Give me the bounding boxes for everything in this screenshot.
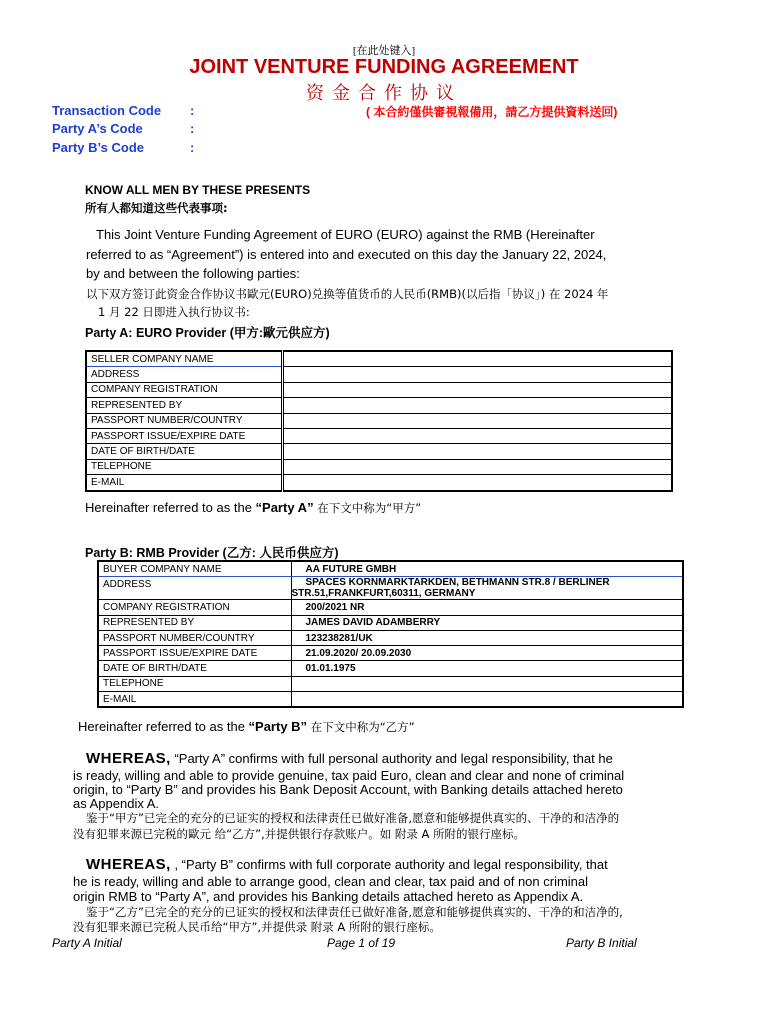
document-title-cn: 资金合作协议: [306, 83, 462, 104]
table-row: [86, 382, 672, 397]
field-value: [282, 367, 672, 382]
table-row: [86, 444, 672, 459]
field-label: ADDRESS: [86, 367, 282, 382]
party-b-reference-term: “Party B”: [248, 719, 308, 734]
party-b-reference-prefix: Hereinafter referred to as the: [78, 719, 249, 734]
whereas-2-head: WHEREAS,: [86, 856, 171, 873]
intro-line-3: by and between the following parties:: [86, 266, 300, 281]
field-value: JAMES DAVID ADAMBERRY: [291, 615, 683, 630]
party-a-code-label: Party A’s Code: [52, 121, 143, 136]
field-value: [291, 676, 683, 691]
table-row: [98, 600, 683, 615]
table-row: [86, 413, 672, 428]
field-label: ADDRESS: [98, 577, 291, 600]
field-label: COMPANY REGISTRATION: [98, 600, 291, 615]
whereas-1-line-2: is ready, willing and able to provide genuine, tax paid Euro, clean and clear and none of criminal: [73, 768, 625, 783]
footer-page-number: Page 1 of 19: [327, 936, 396, 950]
party-b-reference-cn: 在下文中称为“乙方”: [307, 720, 415, 734]
whereas-2-line-2: he is ready, willing and able to arrange good, clean and clear, tax paid and of non criminal: [73, 874, 589, 889]
party-b-code-label: Party B’s Code: [52, 140, 144, 155]
table-row: [98, 561, 683, 577]
party-b-code-colon: :: [190, 140, 195, 155]
footer-party-a-initial: Party A Initial: [52, 936, 122, 950]
table-row: [86, 351, 672, 367]
field-value: [282, 444, 672, 459]
whereas-2-line-1: [86, 856, 608, 873]
field-label: PASSPORT NUMBER/COUNTRY: [86, 413, 282, 428]
field-value: [291, 577, 683, 600]
party-a-code-colon: :: [190, 121, 195, 136]
table-row: [98, 692, 683, 708]
template-placeholder: [在此处键入]: [352, 45, 416, 57]
intro-cn-line-1: 以下双方签订此资金合作协议书歐元(EURO)兑换等值货币的人民币(RMB)(以后指「协议」) 在 2024 年: [86, 287, 609, 301]
field-label: DATE OF BIRTH/DATE: [86, 444, 282, 459]
table-row: [86, 428, 672, 443]
field-value: [282, 459, 672, 474]
transaction-code-label: Transaction Code: [52, 103, 162, 118]
party-a-reference: [85, 500, 421, 516]
field-label: BUYER COMPANY NAME: [98, 561, 291, 577]
field-value: [282, 382, 672, 397]
field-value: [282, 428, 672, 443]
whereas-1-cn-line-1: 鉴于“甲方”已完全的充分的已证实的授权和法律责任已做好准备,愿意和能够提供真实的、干净的和洁净的: [86, 811, 620, 825]
field-value: AA FUTURE GMBH: [291, 561, 683, 577]
whereas-2-text-1: , “Party B” confirms with full corporate authority and legal responsibility, that: [170, 857, 608, 872]
whereas-1-line-3: origin, to “Party B” and provides his Bank Deposit Account, with Banking details attached hereto: [73, 782, 623, 797]
field-value: [282, 475, 672, 491]
field-value: [282, 351, 672, 367]
table-row: [86, 398, 672, 413]
table-row: [98, 577, 683, 600]
intro-heading: KNOW ALL MEN BY THESE PRESENTS: [85, 183, 311, 197]
whereas-1-cn-line-2: 没有犯罪来源已完税的歐元 给“乙方”,并提供银行存款账户。如 附录 A 所附的银行座标。: [73, 827, 526, 841]
table-row: [98, 661, 683, 676]
field-value-line: SPACES KORNMARKTARKDEN, BETHMANN STR.8 / BERLINER: [305, 577, 610, 589]
party-a-reference-cn: 在下文中称为“甲方”: [313, 501, 422, 515]
party-a-reference-prefix: Hereinafter referred to as the: [85, 500, 256, 515]
field-label: SELLER COMPANY NAME: [86, 351, 282, 367]
transaction-code-colon: :: [190, 103, 195, 118]
intro-cn-line-2: 1 月 22 日即进入执行协议书:: [98, 305, 250, 319]
field-label: REPRESENTED BY: [86, 398, 282, 413]
field-value: [291, 692, 683, 708]
whereas-1-line-1: [86, 750, 613, 767]
party-a-table: [85, 350, 673, 492]
document-title: JOINT VENTURE FUNDING AGREEMENT: [189, 56, 579, 78]
field-value: 200/2021 NR: [291, 600, 683, 615]
field-label: REPRESENTED BY: [98, 615, 291, 630]
field-label: TELEPHONE: [86, 459, 282, 474]
whereas-1-text-1: “Party A” confirms with full personal authority and legal responsibility, that he: [170, 751, 613, 766]
field-label: PASSPORT ISSUE/EXPIRE DATE: [86, 428, 282, 443]
table-row: [98, 646, 683, 661]
footer-party-b-initial: Party B Initial: [566, 936, 637, 950]
field-label: PASSPORT NUMBER/COUNTRY: [98, 630, 291, 645]
whereas-2-cn-line-2: 没有犯罪来源已完税人民币给“甲方”,并提供录 附录 A 所附的银行座标。: [73, 920, 441, 934]
party-a-reference-term: “Party A”: [255, 500, 314, 515]
whereas-2-line-3: origin RMB to “Party A”, and provides his Banking details attached hereto as Appendix A.: [73, 889, 584, 904]
field-label: TELEPHONE: [98, 676, 291, 691]
field-label: E-MAIL: [98, 692, 291, 708]
field-label: DATE OF BIRTH/DATE: [98, 661, 291, 676]
field-value: 123238281/UK: [291, 630, 683, 645]
field-value-line: STR.51,FRANKFURT,60311, GERMANY: [291, 588, 476, 600]
table-row: [98, 676, 683, 691]
whereas-2-cn-line-1: 鉴于“乙方”已完全的充分的已证实的授权和法律责任已做好准备,愿意和能够提供真实的、干净的和洁净的,: [86, 905, 623, 919]
intro-heading-cn: 所有人都知道这些代表事项:: [85, 201, 228, 215]
party-a-heading: Party A: EURO Provider (甲方:歐元供应方): [85, 326, 330, 340]
field-label: PASSPORT ISSUE/EXPIRE DATE: [98, 646, 291, 661]
table-row: [98, 630, 683, 645]
review-notice: ( 本合約僅供審視報備用，請乙方提供資料送回): [366, 105, 618, 119]
intro-line-2: referred to as “Agreement”) is entered into and executed on this day the January 22, 2024,: [86, 247, 607, 262]
field-label: COMPANY REGISTRATION: [86, 382, 282, 397]
field-value: [282, 398, 672, 413]
intro-line-1: This Joint Venture Funding Agreement of EURO (EURO) against the RMB (Hereinafter: [96, 227, 595, 242]
whereas-1-head: WHEREAS,: [86, 750, 171, 767]
field-value: 01.01.1975: [291, 661, 683, 676]
field-value: 21.09.2020/ 20.09.2030: [291, 646, 683, 661]
field-label: E-MAIL: [86, 475, 282, 491]
table-row: [98, 615, 683, 630]
party-b-heading: Party B: RMB Provider (乙方: 人民币供应方): [85, 546, 339, 560]
table-row: [86, 459, 672, 474]
table-row: [86, 475, 672, 491]
whereas-1-line-4: as Appendix A.: [73, 796, 160, 811]
table-row: [86, 367, 672, 382]
party-b-table: [97, 560, 684, 708]
field-value: [282, 413, 672, 428]
party-b-reference: [78, 719, 415, 735]
